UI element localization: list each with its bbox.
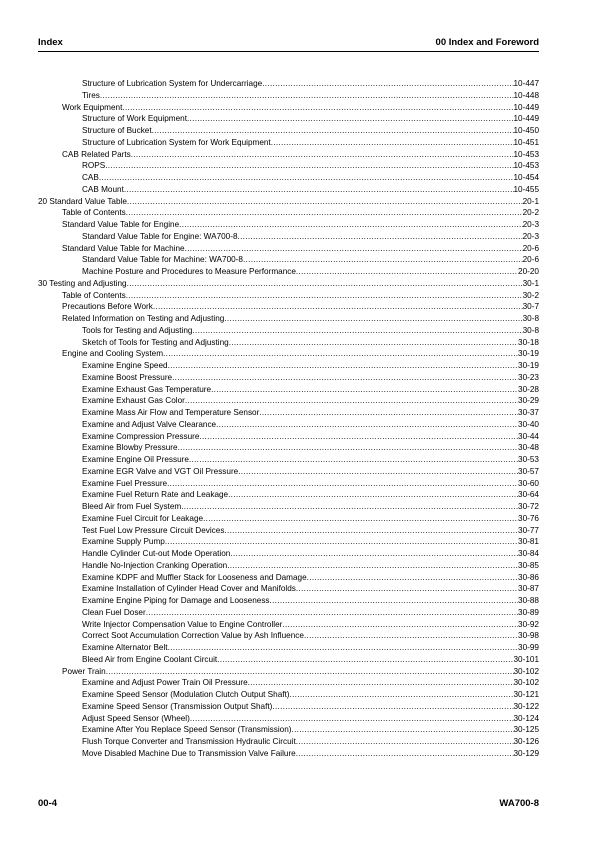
toc-entry-page: 30-1 (522, 279, 539, 288)
toc-entry-page: 10-455 (513, 185, 539, 194)
toc-dot-leader (168, 360, 518, 371)
toc-entry-title: Examine and Adjust Valve Clearance (82, 420, 217, 429)
toc-entry-page: 30-19 (518, 361, 539, 370)
toc-entry-title: ROPS (82, 161, 106, 170)
toc-entry-title: Sketch of Tools for Testing and Adjusting (82, 338, 229, 347)
toc-entry-page: 30-99 (518, 643, 539, 652)
toc-entry[interactable] (62, 290, 539, 301)
toc-entry[interactable] (82, 513, 539, 524)
toc-entry[interactable] (82, 595, 539, 606)
toc-entry[interactable] (38, 278, 539, 289)
toc-dot-leader (224, 525, 518, 536)
toc-dot-leader (211, 384, 518, 395)
toc-entry[interactable] (62, 243, 539, 254)
toc-entry-title: Engine and Cooling System (62, 349, 164, 358)
toc-dot-leader (99, 172, 514, 183)
toc-entry-page: 30-29 (518, 396, 539, 405)
toc-entry[interactable] (82, 548, 539, 559)
toc-entry-title: 30 Testing and Adjusting (38, 279, 127, 288)
toc-entry[interactable] (82, 501, 539, 512)
toc-dot-leader (106, 666, 514, 677)
toc-entry-page: 10-451 (513, 138, 539, 147)
toc-dot-leader (127, 196, 523, 207)
toc-dot-leader (259, 407, 518, 418)
toc-entry[interactable] (82, 724, 539, 735)
toc-entry[interactable] (82, 172, 539, 183)
toc-dot-leader (228, 489, 518, 500)
toc-entry-title: Clean Fuel Doser (82, 608, 146, 617)
toc-entry[interactable] (82, 266, 539, 277)
toc-entry-title: Handle Cylinder Cut-out Mode Operation (82, 549, 231, 558)
toc-dot-leader (227, 560, 518, 571)
toc-entry[interactable] (82, 583, 539, 594)
toc-entry-title: Examine Speed Sensor (Modulation Clutch Output Shaft) (82, 690, 290, 699)
toc-entry[interactable] (82, 160, 539, 171)
toc-dot-leader (216, 419, 518, 430)
toc-entry[interactable] (82, 184, 539, 195)
toc-entry-title: Bleed Air from Fuel System (82, 502, 182, 511)
toc-entry-title: Write Injector Compensation Value to Engine Controller (82, 620, 283, 629)
toc-dot-leader (122, 102, 513, 113)
toc-entry-page: 30-101 (513, 655, 539, 664)
toc-entry-page: 30-84 (518, 549, 539, 558)
toc-entry-page: 10-453 (513, 150, 539, 159)
toc-dot-leader (127, 278, 523, 289)
toc-entry-title: Power Train (62, 667, 106, 676)
toc-entry-title: Table of Contents (62, 291, 126, 300)
toc-entry-title: CAB (82, 173, 99, 182)
toc-dot-leader (271, 137, 514, 148)
toc-entry-page: 30-18 (518, 338, 539, 347)
toc-entry[interactable] (82, 78, 539, 89)
toc-entry-title: CAB Mount (82, 185, 124, 194)
toc-entry[interactable] (82, 419, 539, 430)
toc-dot-leader (262, 78, 513, 89)
toc-entry-page: 30-53 (518, 455, 539, 464)
toc-entry-page: 30-44 (518, 432, 539, 441)
toc-entry-page: 30-85 (518, 561, 539, 570)
toc-entry[interactable] (82, 407, 539, 418)
toc-entry[interactable] (82, 466, 539, 477)
toc-dot-leader (163, 348, 518, 359)
toc-dot-leader (165, 536, 518, 547)
toc-entry-title: Examine Exhaust Gas Temperature (82, 385, 212, 394)
toc-entry-title: Examine After You Replace Speed Sensor (Transmission) (82, 725, 292, 734)
toc-entry-title: Examine Engine Piping for Damage and Looseness (82, 596, 270, 605)
toc-dot-leader (296, 266, 518, 277)
toc-entry-page: 30-19 (518, 349, 539, 358)
toc-dot-leader (124, 184, 514, 195)
toc-entry[interactable] (82, 478, 539, 489)
toc-entry[interactable] (82, 325, 539, 336)
toc-dot-leader (217, 654, 513, 665)
toc-entry-page: 10-447 (513, 79, 539, 88)
toc-entry-title: Tires (82, 91, 100, 100)
toc-entry-page: 20-20 (518, 267, 539, 276)
toc-dot-leader (238, 466, 518, 477)
toc-entry-page: 30-7 (522, 302, 539, 311)
toc-entry-page: 30-125 (513, 725, 539, 734)
toc-dot-leader (168, 642, 518, 653)
toc-entry[interactable] (82, 536, 539, 547)
toc-entry-page: 30-129 (513, 749, 539, 758)
toc-entry-title: Standard Value Table for Machine: WA700-8 (82, 255, 243, 264)
footer-model-name: WA700-8 (499, 798, 539, 809)
toc-entry-title: Standard Value Table for Engine (62, 220, 180, 229)
toc-entry-page: 30-88 (518, 596, 539, 605)
toc-entry-title: Examine Alternator Belt (82, 643, 168, 652)
toc-dot-leader (100, 90, 514, 101)
toc-dot-leader (224, 313, 522, 324)
toc-entry[interactable] (38, 196, 539, 207)
toc-dot-leader (292, 724, 514, 735)
toc-entry-page: 30-77 (518, 526, 539, 535)
toc-entry-page: 10-449 (513, 114, 539, 123)
toc-entry[interactable] (82, 572, 539, 583)
toc-entry-page: 30-102 (513, 678, 539, 687)
toc-entry-title: Examine Speed Sensor (Transmission Output Shaft) (82, 702, 273, 711)
toc-dot-leader (179, 219, 522, 230)
toc-entry[interactable] (62, 207, 539, 218)
toc-entry-page: 30-87 (518, 584, 539, 593)
toc-entry-title: Examine EGR Valve and VGT Oil Pressure (82, 467, 239, 476)
toc-entry-title: Examine KDPF and Muffler Stack for Looseness and Damage (82, 573, 307, 582)
toc-entry-page: 30-121 (513, 690, 539, 699)
toc-dot-leader (192, 325, 522, 336)
toc-entry-title: Examine Engine Oil Pressure (82, 455, 189, 464)
toc-entry-title: Flush Torque Converter and Transmission Hydraulic Circuit (82, 737, 296, 746)
toc-entry[interactable] (62, 301, 539, 312)
toc-entry-title: Table of Contents (62, 208, 126, 217)
toc-entry-page: 30-60 (518, 479, 539, 488)
toc-dot-leader (203, 513, 518, 524)
toc-entry-title: Move Disabled Machine Due to Transmission Valve Failure (82, 749, 296, 758)
toc-dot-leader (131, 149, 514, 160)
toc-entry-title: Tools for Testing and Adjusting (82, 326, 193, 335)
toc-entry-title: Examine and Adjust Power Train Oil Pressure (82, 678, 248, 687)
toc-entry-title: Structure of Work Equipment (82, 114, 187, 123)
toc-entry[interactable] (82, 384, 539, 395)
toc-entry[interactable] (82, 619, 539, 630)
toc-entry[interactable] (82, 630, 539, 641)
toc-entry-title: Examine Compression Pressure (82, 432, 200, 441)
toc-entry-title: Examine Blowby Pressure (82, 443, 178, 452)
toc-entry-page: 30-8 (522, 314, 539, 323)
toc-entry-title: CAB Related Parts (62, 150, 131, 159)
toc-entry[interactable] (82, 713, 539, 724)
toc-dot-leader (190, 713, 514, 724)
header-section-title: Index (38, 37, 63, 48)
toc-dot-leader (248, 677, 514, 688)
toc-entry-title: Test Fuel Low Pressure Circuit Devices (82, 526, 225, 535)
toc-entry-page: 20-3 (522, 232, 539, 241)
toc-entry-title: Adjust Speed Sensor (Wheel) (82, 714, 190, 723)
toc-dot-leader (296, 583, 518, 594)
toc-entry-page: 30-89 (518, 608, 539, 617)
toc-entry[interactable] (82, 125, 539, 136)
toc-dot-leader (152, 125, 514, 136)
toc-entry-title: Handle No-Injection Cranking Operation (82, 561, 228, 570)
toc-entry-page: 30-72 (518, 502, 539, 511)
toc-dot-leader (105, 160, 513, 171)
toc-dot-leader (199, 431, 518, 442)
toc-dot-leader (126, 207, 523, 218)
toc-entry-title: Examine Boost Pressure (82, 373, 173, 382)
toc-entry-title: Examine Engine Speed (82, 361, 168, 370)
toc-entry-page: 10-453 (513, 161, 539, 170)
toc-entry[interactable] (82, 90, 539, 101)
toc-entry[interactable] (82, 677, 539, 688)
toc-entry-page: 30-2 (522, 291, 539, 300)
toc-entry-title: Examine Fuel Pressure (82, 479, 168, 488)
toc-entry-title: Related Information on Testing and Adjusting (62, 314, 225, 323)
toc-dot-leader (230, 548, 518, 559)
toc-entry-page: 30-37 (518, 408, 539, 417)
toc-entry-page: 30-23 (518, 373, 539, 382)
toc-entry[interactable] (82, 360, 539, 371)
toc-entry[interactable] (62, 666, 539, 677)
toc-dot-leader (181, 501, 518, 512)
toc-entry-title: Bleed Air from Engine Coolant Circuit (82, 655, 218, 664)
toc-entry[interactable] (82, 113, 539, 124)
toc-entry-page: 20-6 (522, 244, 539, 253)
toc-entry[interactable] (82, 231, 539, 242)
toc-entry-page: 20-1 (522, 197, 539, 206)
toc-entry[interactable] (82, 442, 539, 453)
toc-dot-leader (178, 442, 518, 453)
toc-entry-title: Correct Soot Accumulation Correction Value by Ash Influence (82, 631, 304, 640)
toc-dot-leader (185, 243, 523, 254)
toc-entry[interactable] (82, 395, 539, 406)
toc-entry-title: Structure of Lubrication System for Undercarriage (82, 79, 263, 88)
toc-entry-page: 30-86 (518, 573, 539, 582)
toc-entry-page: 20-3 (522, 220, 539, 229)
toc-entry[interactable] (82, 748, 539, 759)
toc-entry-page: 30-98 (518, 631, 539, 640)
toc-dot-leader (229, 337, 518, 348)
footer-page-number: 00-4 (38, 798, 58, 809)
toc-entry-page: 30-57 (518, 467, 539, 476)
toc-entry-page: 30-40 (518, 420, 539, 429)
toc-entry[interactable] (62, 348, 539, 359)
toc-entry-title: Examine Supply Pump (82, 537, 165, 546)
toc-entry-title: Examine Fuel Return Rate and Leakage (82, 490, 229, 499)
toc-entry-page: 30-92 (518, 620, 539, 629)
toc-entry[interactable] (62, 219, 539, 230)
toc-entry[interactable] (82, 431, 539, 442)
toc-dot-leader (153, 301, 523, 312)
toc-entry-page: 20-2 (522, 208, 539, 217)
toc-entry-page: 30-48 (518, 443, 539, 452)
toc-entry-title: Examine Installation of Cylinder Head Cover and Manifolds (82, 584, 296, 593)
toc-entry[interactable] (82, 560, 539, 571)
toc-entry[interactable] (82, 642, 539, 653)
toc-entry[interactable] (82, 337, 539, 348)
toc-dot-leader (167, 478, 518, 489)
header-divider (38, 51, 539, 52)
toc-entry-title: Structure of Bucket (82, 126, 152, 135)
toc-entry-title: 20 Standard Value Table (38, 197, 127, 206)
toc-entry-title: Machine Posture and Procedures to Measure Performance (82, 267, 296, 276)
toc-dot-leader (296, 736, 514, 747)
toc-dot-leader (187, 113, 514, 124)
toc-entry[interactable] (62, 102, 539, 113)
toc-entry[interactable] (82, 736, 539, 747)
toc-dot-leader (126, 290, 523, 301)
toc-entry-page: 10-450 (513, 126, 539, 135)
header-chapter-title: 00 Index and Foreword (435, 37, 539, 48)
toc-entry[interactable] (82, 701, 539, 712)
toc-dot-leader (296, 748, 514, 759)
toc-entry-page: 30-124 (513, 714, 539, 723)
toc-dot-leader (243, 254, 523, 265)
toc-dot-leader (282, 619, 518, 630)
toc-dot-leader (189, 454, 518, 465)
toc-entry-title: Work Equipment (62, 103, 123, 112)
toc-entry-page: 10-449 (513, 103, 539, 112)
toc-entry-title: Structure of Lubrication System for Work Equipment (82, 138, 271, 147)
toc-dot-leader (172, 372, 518, 383)
toc-entry[interactable] (62, 313, 539, 324)
toc-entry-page: 30-8 (522, 326, 539, 335)
toc-dot-leader (290, 689, 514, 700)
toc-dot-leader (304, 630, 518, 641)
toc-entry-page: 30-28 (518, 385, 539, 394)
toc-entry[interactable] (62, 149, 539, 160)
toc-entry[interactable] (82, 689, 539, 700)
toc-entry[interactable] (82, 254, 539, 265)
toc-entry[interactable] (82, 454, 539, 465)
toc-dot-leader (185, 395, 518, 406)
toc-entry-title: Standard Value Table for Machine (62, 244, 185, 253)
toc-entry-title: Examine Fuel Circuit for Leakage (82, 514, 204, 523)
toc-dot-leader (238, 231, 523, 242)
toc-dot-leader (307, 572, 518, 583)
toc-dot-leader (270, 595, 519, 606)
toc-entry[interactable] (82, 607, 539, 618)
toc-entry[interactable] (82, 137, 539, 148)
toc-entry[interactable] (82, 654, 539, 665)
toc-entry-page: 30-76 (518, 514, 539, 523)
toc-entry-page: 30-102 (513, 667, 539, 676)
toc-entry-title: Standard Value Table for Engine: WA700-8 (82, 232, 238, 241)
toc-entry[interactable] (82, 489, 539, 500)
toc-entry[interactable] (82, 372, 539, 383)
toc-entry-page: 30-126 (513, 737, 539, 746)
toc-entry-page: 10-448 (513, 91, 539, 100)
toc-entry[interactable] (82, 525, 539, 536)
toc-entry-page: 30-64 (518, 490, 539, 499)
toc-entry-title: Examine Exhaust Gas Color (82, 396, 185, 405)
toc-entry-page: 20-6 (522, 255, 539, 264)
toc-entry-page: 30-81 (518, 537, 539, 546)
toc-entry-title: Examine Mass Air Flow and Temperature Sensor (82, 408, 260, 417)
toc-entry-page: 10-454 (513, 173, 539, 182)
toc-entry-title: Precautions Before Work (62, 302, 153, 311)
toc-dot-leader (272, 701, 513, 712)
toc-entry-page: 30-122 (513, 702, 539, 711)
toc-dot-leader (146, 607, 518, 618)
